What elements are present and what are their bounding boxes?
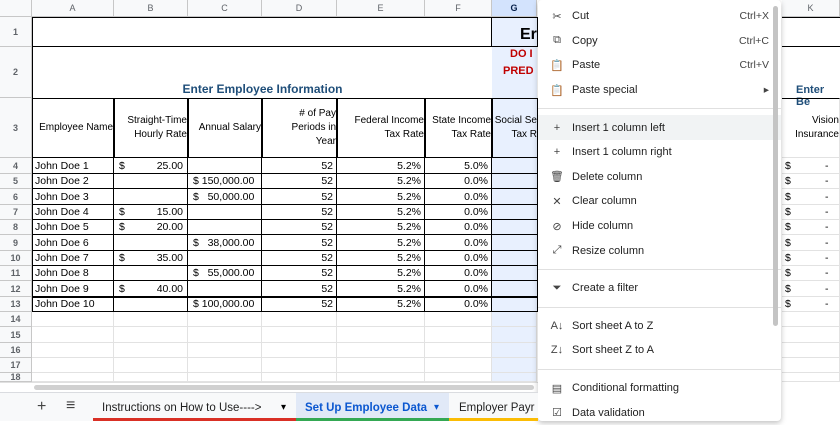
cell-social-security[interactable] xyxy=(492,281,538,297)
cell-federal-tax[interactable]: 5.2% xyxy=(337,281,425,297)
menu-separator xyxy=(538,269,781,270)
column-header-a[interactable]: A xyxy=(32,0,114,17)
hourly-value: 20.00 xyxy=(156,221,183,233)
insert-column-left-icon: + xyxy=(553,121,561,134)
row-header[interactable]: 2 xyxy=(0,47,32,98)
menu-item-label: Delete column xyxy=(572,170,643,183)
empty-cell[interactable] xyxy=(337,312,425,327)
empty-cell[interactable] xyxy=(492,327,537,343)
cell-vision-insurance[interactable] xyxy=(782,251,840,266)
create-filter-icon: ⏷ xyxy=(552,281,562,294)
cell-hourly-rate[interactable] xyxy=(114,220,188,235)
empty-cell[interactable] xyxy=(492,312,537,327)
cell-employee-name[interactable]: John Doe 7 xyxy=(32,251,114,266)
context-menu xyxy=(538,0,781,421)
insert-column-right-icon: + xyxy=(553,146,561,159)
empty-cell[interactable] xyxy=(262,312,337,327)
cell-hourly-rate[interactable] xyxy=(114,235,188,251)
menu-item-label: Hide column xyxy=(572,220,634,233)
cell-federal-tax[interactable]: 5.2% xyxy=(337,266,425,281)
cell-pay-periods[interactable]: 52 xyxy=(262,220,337,235)
cell-social-security[interactable] xyxy=(492,297,538,312)
header-state-tax[interactable] xyxy=(425,98,492,158)
cell-employee-name[interactable]: John Doe 9 xyxy=(32,281,114,297)
header-text: State Income xyxy=(432,114,491,126)
dash-value: - xyxy=(825,237,829,249)
sheet-tab-instructions[interactable] xyxy=(93,393,296,421)
empty-cell[interactable] xyxy=(425,327,492,343)
cell-employee-name[interactable]: John Doe 6 xyxy=(32,235,114,251)
menu-item-label: Create a filter xyxy=(572,282,639,295)
sheet-tab-label: Set Up Employee Data xyxy=(305,402,428,414)
empty-cell[interactable] xyxy=(188,312,262,327)
empty-cell[interactable] xyxy=(32,373,114,382)
row-header[interactable]: 16 xyxy=(0,343,32,358)
menu-item-data-validation[interactable] xyxy=(538,400,781,425)
header-text: Tax R xyxy=(511,128,537,140)
menu-item-sort-a-z[interactable] xyxy=(538,314,781,339)
cell-state-tax[interactable]: 0.0% xyxy=(425,205,492,220)
menu-shortcut: Ctrl+X xyxy=(739,10,769,23)
cell-annual-salary[interactable] xyxy=(188,220,262,235)
header-hourly-rate[interactable] xyxy=(114,98,188,158)
row-header[interactable]: 6 xyxy=(0,189,32,205)
header-text: Tax Rate xyxy=(384,128,424,140)
hourly-value: 15.00 xyxy=(156,206,183,218)
dash-value: - xyxy=(825,267,829,279)
menu-item-label: Paste special xyxy=(572,84,638,97)
currency-symbol: $ xyxy=(785,252,791,264)
cell-social-security[interactable] xyxy=(492,251,538,266)
cell-hourly-rate[interactable] xyxy=(114,251,188,266)
cell-social-security[interactable] xyxy=(492,189,538,205)
currency-symbol: $ xyxy=(785,175,791,187)
cell-state-tax[interactable]: 0.0% xyxy=(425,174,492,189)
row-header[interactable]: 13 xyxy=(0,297,32,312)
dash-value: - xyxy=(825,160,829,172)
empty-cell[interactable] xyxy=(188,327,262,343)
menu-item-label: Resize column xyxy=(572,244,645,257)
cell-vision-insurance[interactable] xyxy=(782,174,840,189)
header-text: Tax Rate xyxy=(451,128,491,140)
dash-value: - xyxy=(825,298,829,310)
sheet-tab-label: Employer Payr xyxy=(459,402,535,414)
cell-federal-tax[interactable]: 5.2% xyxy=(337,189,425,205)
empty-cell[interactable] xyxy=(782,373,840,382)
cell-annual-salary[interactable] xyxy=(188,251,262,266)
menu-item-label: Copy xyxy=(572,34,598,47)
menu-shortcut: Ctrl+V xyxy=(739,59,769,72)
conditional-formatting-icon: ▤ xyxy=(551,382,563,395)
cell-state-tax[interactable]: 0.0% xyxy=(425,235,492,251)
header-text: Annual Salary xyxy=(198,121,261,133)
menu-item-paste-special[interactable] xyxy=(538,78,781,103)
cell-state-tax[interactable]: 0.0% xyxy=(425,251,492,266)
header-employee-name[interactable] xyxy=(32,98,114,158)
menu-shortcut: Ctrl+C xyxy=(738,34,769,47)
cell-k1[interactable] xyxy=(782,17,840,47)
cell-g1[interactable]: Er xyxy=(492,17,538,47)
empty-cell[interactable] xyxy=(425,358,492,373)
menu-scrollbar[interactable] xyxy=(773,6,778,326)
menu-item-paste[interactable] xyxy=(538,53,781,78)
cell-annual-salary[interactable] xyxy=(188,281,262,297)
column-header-e[interactable]: E xyxy=(337,0,425,17)
cell-social-security[interactable] xyxy=(492,220,538,235)
menu-item-create-filter[interactable] xyxy=(538,276,781,301)
empty-cell[interactable] xyxy=(262,358,337,373)
empty-cell[interactable] xyxy=(337,343,425,358)
column-header-g[interactable]: G xyxy=(492,0,537,17)
currency-symbol: $ xyxy=(785,283,791,295)
header-text: Insurance xyxy=(795,128,839,140)
cell-pay-periods[interactable]: 52 xyxy=(262,205,337,220)
cell-vision-insurance[interactable] xyxy=(782,205,840,220)
cell-hourly-rate[interactable] xyxy=(114,297,188,312)
cell-vision-insurance[interactable] xyxy=(782,281,840,297)
row-header[interactable]: 15 xyxy=(0,327,32,343)
row-header[interactable]: 11 xyxy=(0,266,32,281)
empty-cell[interactable] xyxy=(337,373,425,382)
empty-cell[interactable] xyxy=(425,343,492,358)
header-text: # of Pay xyxy=(299,107,336,119)
cell-hourly-rate[interactable] xyxy=(114,266,188,281)
cell-hourly-rate[interactable] xyxy=(114,281,188,297)
menu-item-label: Paste xyxy=(572,59,601,72)
cell-pay-periods[interactable]: 52 xyxy=(262,189,337,205)
row-header[interactable]: 8 xyxy=(0,220,32,235)
empty-cell[interactable] xyxy=(114,327,188,343)
cell-state-tax[interactable]: 0.0% xyxy=(425,281,492,297)
row-header[interactable]: 5 xyxy=(0,174,32,189)
cell-annual-salary[interactable]: $ 55,000.00 xyxy=(188,266,262,281)
horizontal-scrollbar[interactable] xyxy=(34,385,534,390)
cell-federal-tax[interactable]: 5.2% xyxy=(337,251,425,266)
empty-cell[interactable] xyxy=(262,343,337,358)
row-header[interactable]: 17 xyxy=(0,358,32,373)
header-federal-tax[interactable] xyxy=(337,98,425,158)
header-annual-salary[interactable] xyxy=(188,98,262,158)
cell-social-security[interactable] xyxy=(492,158,538,174)
cell-vision-insurance[interactable] xyxy=(782,220,840,235)
header-text: Social Se xyxy=(494,114,537,126)
header-text: Federal Income xyxy=(354,114,424,126)
cell-g2-line1: DO I xyxy=(510,48,533,60)
cell-employee-name[interactable]: John Doe 2 xyxy=(32,174,114,189)
cell-annual-salary[interactable]: $ 100,000.00 xyxy=(188,297,262,312)
empty-cell[interactable] xyxy=(114,312,188,327)
currency-symbol: $ xyxy=(785,221,791,233)
row-header[interactable]: 12 xyxy=(0,281,32,297)
column-header-c[interactable]: C xyxy=(188,0,262,17)
resize-column-icon: ⤢ xyxy=(552,244,562,257)
clear-column-icon: ✕ xyxy=(552,195,562,208)
currency-symbol: $ xyxy=(119,206,125,218)
column-header-d[interactable]: D xyxy=(262,0,337,17)
empty-cell[interactable] xyxy=(337,327,425,343)
empty-cell[interactable] xyxy=(32,343,114,358)
cell-g2-line2: PRED xyxy=(503,65,534,77)
cell-hourly-rate[interactable] xyxy=(114,189,188,205)
cell-pay-periods[interactable]: 52 xyxy=(262,297,337,312)
cell-federal-tax[interactable]: 5.2% xyxy=(337,235,425,251)
cell-vision-insurance[interactable] xyxy=(782,266,840,281)
menu-item-cut[interactable] xyxy=(538,4,781,29)
cell-employee-name[interactable]: John Doe 1 xyxy=(32,158,114,174)
cell-hourly-rate[interactable] xyxy=(114,174,188,189)
cell-annual-salary[interactable] xyxy=(188,158,262,174)
cell-vision-insurance[interactable] xyxy=(782,189,840,205)
sort-z-a-icon: Z↓ xyxy=(550,344,564,357)
menu-item-label: Insert 1 column left xyxy=(572,121,665,134)
empty-cell[interactable] xyxy=(114,373,188,382)
cell-state-tax[interactable]: 0.0% xyxy=(425,297,492,312)
empty-cell[interactable] xyxy=(188,358,262,373)
add-sheet-button[interactable]: + xyxy=(37,398,47,415)
dash-value: - xyxy=(825,206,829,218)
menu-item-hide-column[interactable] xyxy=(538,214,781,239)
title-cell[interactable] xyxy=(32,17,492,47)
empty-cell[interactable] xyxy=(114,358,188,373)
menu-item-delete-column[interactable] xyxy=(538,165,781,190)
dash-value: - xyxy=(825,221,829,233)
empty-cell[interactable] xyxy=(425,373,492,382)
header-text: Year xyxy=(315,135,336,147)
currency-symbol: $ xyxy=(785,191,791,203)
currency-symbol: $ xyxy=(785,298,791,310)
cell-pay-periods[interactable]: 52 xyxy=(262,266,337,281)
row-header[interactable]: 7 xyxy=(0,205,32,220)
cell-vision-insurance[interactable] xyxy=(782,297,840,312)
row-header[interactable]: 10 xyxy=(0,251,32,266)
empty-cell[interactable] xyxy=(492,343,537,358)
data-validation-icon: ☑ xyxy=(552,407,562,420)
row-header[interactable]: 18 xyxy=(0,373,32,382)
menu-item-insert-column-left[interactable] xyxy=(538,115,781,140)
cell-vision-insurance[interactable] xyxy=(782,235,840,251)
sheet-tab-label: Instructions on How to Use----> xyxy=(102,402,262,414)
copy-icon: ⧉ xyxy=(553,34,561,47)
cell-social-security[interactable] xyxy=(492,205,538,220)
cell-k2: Enter Be xyxy=(796,84,825,108)
column-header-b[interactable]: B xyxy=(114,0,188,17)
currency-symbol: $ xyxy=(785,237,791,249)
currency-symbol: $ xyxy=(785,267,791,279)
header-social-security[interactable] xyxy=(492,98,538,158)
currency-symbol: $ xyxy=(119,283,125,295)
row-header[interactable]: 3 xyxy=(0,98,32,158)
menu-item-insert-column-right[interactable] xyxy=(538,140,781,165)
empty-cell[interactable] xyxy=(32,327,114,343)
select-all-corner[interactable] xyxy=(0,0,32,17)
cell-vision-insurance[interactable] xyxy=(782,158,840,174)
row-header[interactable]: 1 xyxy=(0,17,32,47)
empty-cell[interactable] xyxy=(262,373,337,382)
empty-cell[interactable] xyxy=(188,373,262,382)
menu-item-copy[interactable] xyxy=(538,29,781,54)
cell-pay-periods[interactable]: 52 xyxy=(262,158,337,174)
cell-federal-tax[interactable]: 5.2% xyxy=(337,205,425,220)
cell-pay-periods[interactable]: 52 xyxy=(262,235,337,251)
chevron-down-icon[interactable]: ▾ xyxy=(281,402,287,413)
dash-value: - xyxy=(825,252,829,264)
column-header-k[interactable]: K xyxy=(782,0,840,17)
empty-cell[interactable] xyxy=(492,358,537,373)
cell-state-tax[interactable]: 5.0% xyxy=(425,158,492,174)
empty-cell[interactable] xyxy=(114,343,188,358)
currency-symbol: $ xyxy=(119,160,125,172)
currency-symbol: $ xyxy=(785,206,791,218)
empty-cell[interactable] xyxy=(32,312,114,327)
hide-column-icon: ⊘ xyxy=(552,220,562,233)
all-sheets-icon[interactable]: ≡ xyxy=(66,397,76,414)
header-text: Vision xyxy=(811,114,839,126)
currency-symbol: $ xyxy=(785,160,791,172)
cell-social-security[interactable] xyxy=(492,174,538,189)
currency-symbol: $ xyxy=(119,252,125,264)
cell-federal-tax[interactable]: 5.2% xyxy=(337,297,425,312)
delete-column-icon: 🗑 xyxy=(550,171,564,184)
empty-cell[interactable] xyxy=(782,343,840,358)
menu-item-label: Sort sheet A to Z xyxy=(572,319,654,332)
section-title: Enter Employee Information xyxy=(32,47,492,98)
menu-item-conditional-formatting[interactable] xyxy=(538,376,781,401)
cell-hourly-rate[interactable] xyxy=(114,205,188,220)
menu-item-label: Conditional formatting xyxy=(572,382,680,395)
header-text: Periods in xyxy=(291,121,336,133)
hourly-value: 25.00 xyxy=(156,160,183,172)
row-header[interactable]: 14 xyxy=(0,312,32,327)
table-bottom-border xyxy=(32,297,538,298)
dash-value: - xyxy=(825,175,829,187)
header-text: Employee Name xyxy=(39,121,113,133)
menu-item-label: Clear column xyxy=(572,195,637,208)
empty-cell[interactable] xyxy=(782,358,840,373)
menu-item-label: Insert 1 column right xyxy=(572,146,672,159)
header-vision-insurance[interactable] xyxy=(782,98,840,158)
menu-item-sort-z-a[interactable] xyxy=(538,338,781,363)
cell-federal-tax[interactable]: 5.2% xyxy=(337,220,425,235)
cell-employee-name[interactable]: John Doe 8 xyxy=(32,266,114,281)
chevron-down-icon[interactable]: ▾ xyxy=(434,402,440,413)
cut-icon: ✂ xyxy=(552,10,562,23)
cell-pay-periods[interactable]: 52 xyxy=(262,281,337,297)
empty-cell[interactable] xyxy=(337,358,425,373)
menu-item-clear-column[interactable] xyxy=(538,189,781,214)
cell-pay-periods[interactable]: 52 xyxy=(262,251,337,266)
cell-state-tax[interactable]: 0.0% xyxy=(425,220,492,235)
submenu-arrow-icon: ▸ xyxy=(763,84,769,97)
header-pay-periods[interactable] xyxy=(262,98,337,158)
sheet-tab-set-up-employee-data[interactable] xyxy=(296,393,449,421)
empty-cell[interactable] xyxy=(782,312,840,327)
menu-separator xyxy=(538,108,781,109)
menu-separator xyxy=(538,307,781,308)
cell-employee-name[interactable]: John Doe 4 xyxy=(32,205,114,220)
paste-special-icon: 📋 xyxy=(550,84,564,97)
dash-value: - xyxy=(825,283,829,295)
header-text: Straight-Time xyxy=(127,114,187,126)
cell-social-security[interactable] xyxy=(492,235,538,251)
menu-item-label: Sort sheet Z to A xyxy=(572,344,654,357)
cell-annual-salary[interactable]: $ 50,000.00 xyxy=(188,189,262,205)
dash-value: - xyxy=(825,191,829,203)
empty-cell[interactable] xyxy=(492,373,537,382)
hourly-value: 40.00 xyxy=(156,283,183,295)
empty-cell[interactable] xyxy=(782,327,840,343)
row-header[interactable]: 9 xyxy=(0,235,32,251)
cell-state-tax[interactable]: 0.0% xyxy=(425,189,492,205)
cell-social-security[interactable] xyxy=(492,266,538,281)
cell-hourly-rate[interactable] xyxy=(114,158,188,174)
cell-employee-name[interactable]: John Doe 5 xyxy=(32,220,114,235)
hourly-value: 35.00 xyxy=(156,252,183,264)
menu-separator xyxy=(538,369,781,370)
column-header-f[interactable]: F xyxy=(425,0,492,17)
menu-item-resize-column[interactable] xyxy=(538,238,781,263)
empty-cell[interactable] xyxy=(425,312,492,327)
menu-item-label: Cut xyxy=(572,10,590,23)
cell-annual-salary[interactable] xyxy=(188,205,262,220)
cell-annual-salary[interactable]: $ 38,000.00 xyxy=(188,235,262,251)
sheet-tabs-bar xyxy=(0,392,538,421)
cell-annual-salary[interactable]: $ 150,000.00 xyxy=(188,174,262,189)
sheet-tab-employer-payroll[interactable] xyxy=(449,393,538,421)
cell-federal-tax[interactable]: 5.2% xyxy=(337,174,425,189)
currency-symbol: $ xyxy=(119,221,125,233)
header-text: Hourly Rate xyxy=(134,128,187,140)
empty-cell[interactable] xyxy=(262,327,337,343)
cell-employee-name[interactable]: John Doe 3 xyxy=(32,189,114,205)
sort-a-z-icon: A↓ xyxy=(550,319,564,332)
paste-icon: 📋 xyxy=(550,59,564,72)
empty-cell[interactable] xyxy=(188,343,262,358)
cell-federal-tax[interactable]: 5.2% xyxy=(337,158,425,174)
empty-cell[interactable] xyxy=(32,358,114,373)
cell-pay-periods[interactable]: 52 xyxy=(262,174,337,189)
row-header[interactable]: 4 xyxy=(0,158,32,174)
menu-item-label: Data validation xyxy=(572,406,645,419)
cell-state-tax[interactable]: 0.0% xyxy=(425,266,492,281)
cell-employee-name[interactable]: John Doe 10 xyxy=(32,297,114,312)
